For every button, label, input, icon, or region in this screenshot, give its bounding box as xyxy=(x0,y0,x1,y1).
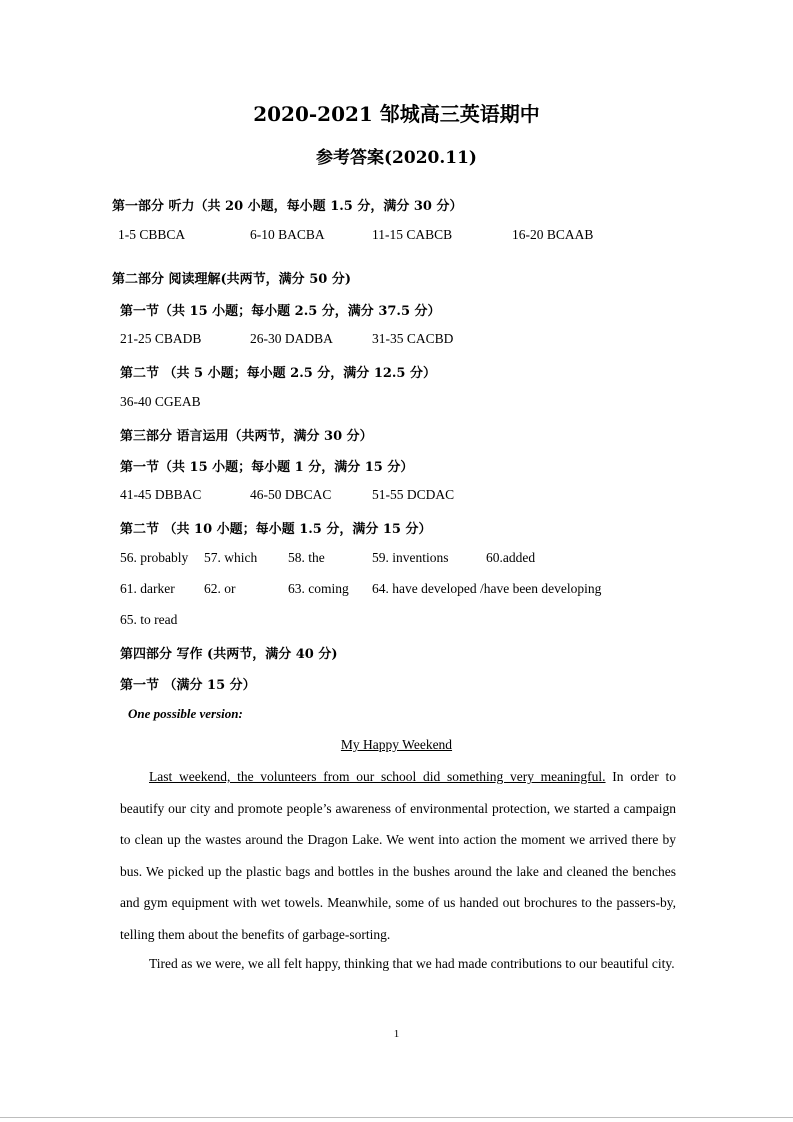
answer-group: 36-40 CGEAB xyxy=(120,394,201,409)
answer-group: 16-20 BCAAB xyxy=(512,227,594,242)
part3-section2-heading: 第二节 （共 10 小题；每小题 1.5 分，满分 15 分） xyxy=(120,522,432,537)
essay-title: My Happy Weekend xyxy=(340,737,453,752)
answer-group: 11-15 CABCB xyxy=(372,227,453,242)
page-number: 1 xyxy=(393,1028,400,1040)
document-title: 2020-2021 邹城高三英语期中 xyxy=(253,102,540,126)
answer-item: 61. darker xyxy=(120,581,175,596)
part3-heading: 第三部分 语言运用（共两节，满分 30 分） xyxy=(120,429,373,444)
part3-section1-heading: 第一节（共 15 小题；每小题 1 分，满分 15 分） xyxy=(120,460,414,475)
answer-group: 41-45 DBBAC xyxy=(120,487,202,502)
answer-item: 60.added xyxy=(486,550,536,565)
essay-topic-sentence: Last weekend, the volunteers from our school did something very meaningful. xyxy=(149,769,606,784)
answer-group: 26-30 DADBA xyxy=(250,331,333,346)
answer-item: 57. which xyxy=(204,550,258,565)
part4-section1-heading: 第一节 （满分 15 分） xyxy=(120,678,256,693)
part2-section1-heading: 第一节（共 15 小题；每小题 2.5 分，满分 37.5 分） xyxy=(120,304,441,319)
answer-item: 65. to read xyxy=(120,612,178,627)
answer-item: 56. probably xyxy=(120,550,189,565)
answer-group: 1-5 CBBCA xyxy=(118,227,186,242)
answer-group: 31-35 CACBD xyxy=(372,331,454,346)
essay-paragraph-2: Tired as we were, we all felt happy, thinking that we had made contributions to our beautiful city. xyxy=(149,956,675,971)
part2-section2-heading: 第二节 （共 5 小题；每小题 2.5 分，满分 12.5 分） xyxy=(120,366,437,381)
part4-heading: 第四部分 写作 (共两节，满分 40 分) xyxy=(120,647,338,662)
part2-heading: 第二部分 阅读理解(共两节，满分 50 分) xyxy=(112,272,351,287)
answer-group: 21-25 CBADB xyxy=(120,331,202,346)
essay-paragraph-1 xyxy=(120,761,676,951)
part1-heading: 第一部分 听力（共 20 小题，每小题 1.5 分，满分 30 分） xyxy=(112,199,463,214)
answer-item: 58. the xyxy=(288,550,325,565)
answer-item: 63. coming xyxy=(288,581,349,596)
answer-group: 46-50 DBCAC xyxy=(250,487,332,502)
answer-group: 51-55 DCDAC xyxy=(372,487,455,502)
document-subtitle: 参考答案(2020.11) xyxy=(316,148,477,168)
answer-item: 64. have developed /have been developing xyxy=(372,581,602,596)
answer-item: 59. inventions xyxy=(372,550,449,565)
page-bottom-divider xyxy=(0,1117,793,1118)
version-label: One possible version: xyxy=(128,706,243,721)
answer-group: 6-10 BACBA xyxy=(250,227,325,242)
answer-item: 62. or xyxy=(204,581,236,596)
essay-paragraph-1-body: In order to beautify our city and promote people’s awareness of environmental protection, we started a campaign to clean up the wastes around the Dragon Lake. We went into action the moment we arrived there by bus. We picked up the plastic bags and bottles in the bushes around the lake and cleaned the benches and gym equipment with wet towels. Meanwhile, some of us handed out brochures to the passers-by, telling them about the benefits of garbage-sorting. xyxy=(120,769,676,942)
